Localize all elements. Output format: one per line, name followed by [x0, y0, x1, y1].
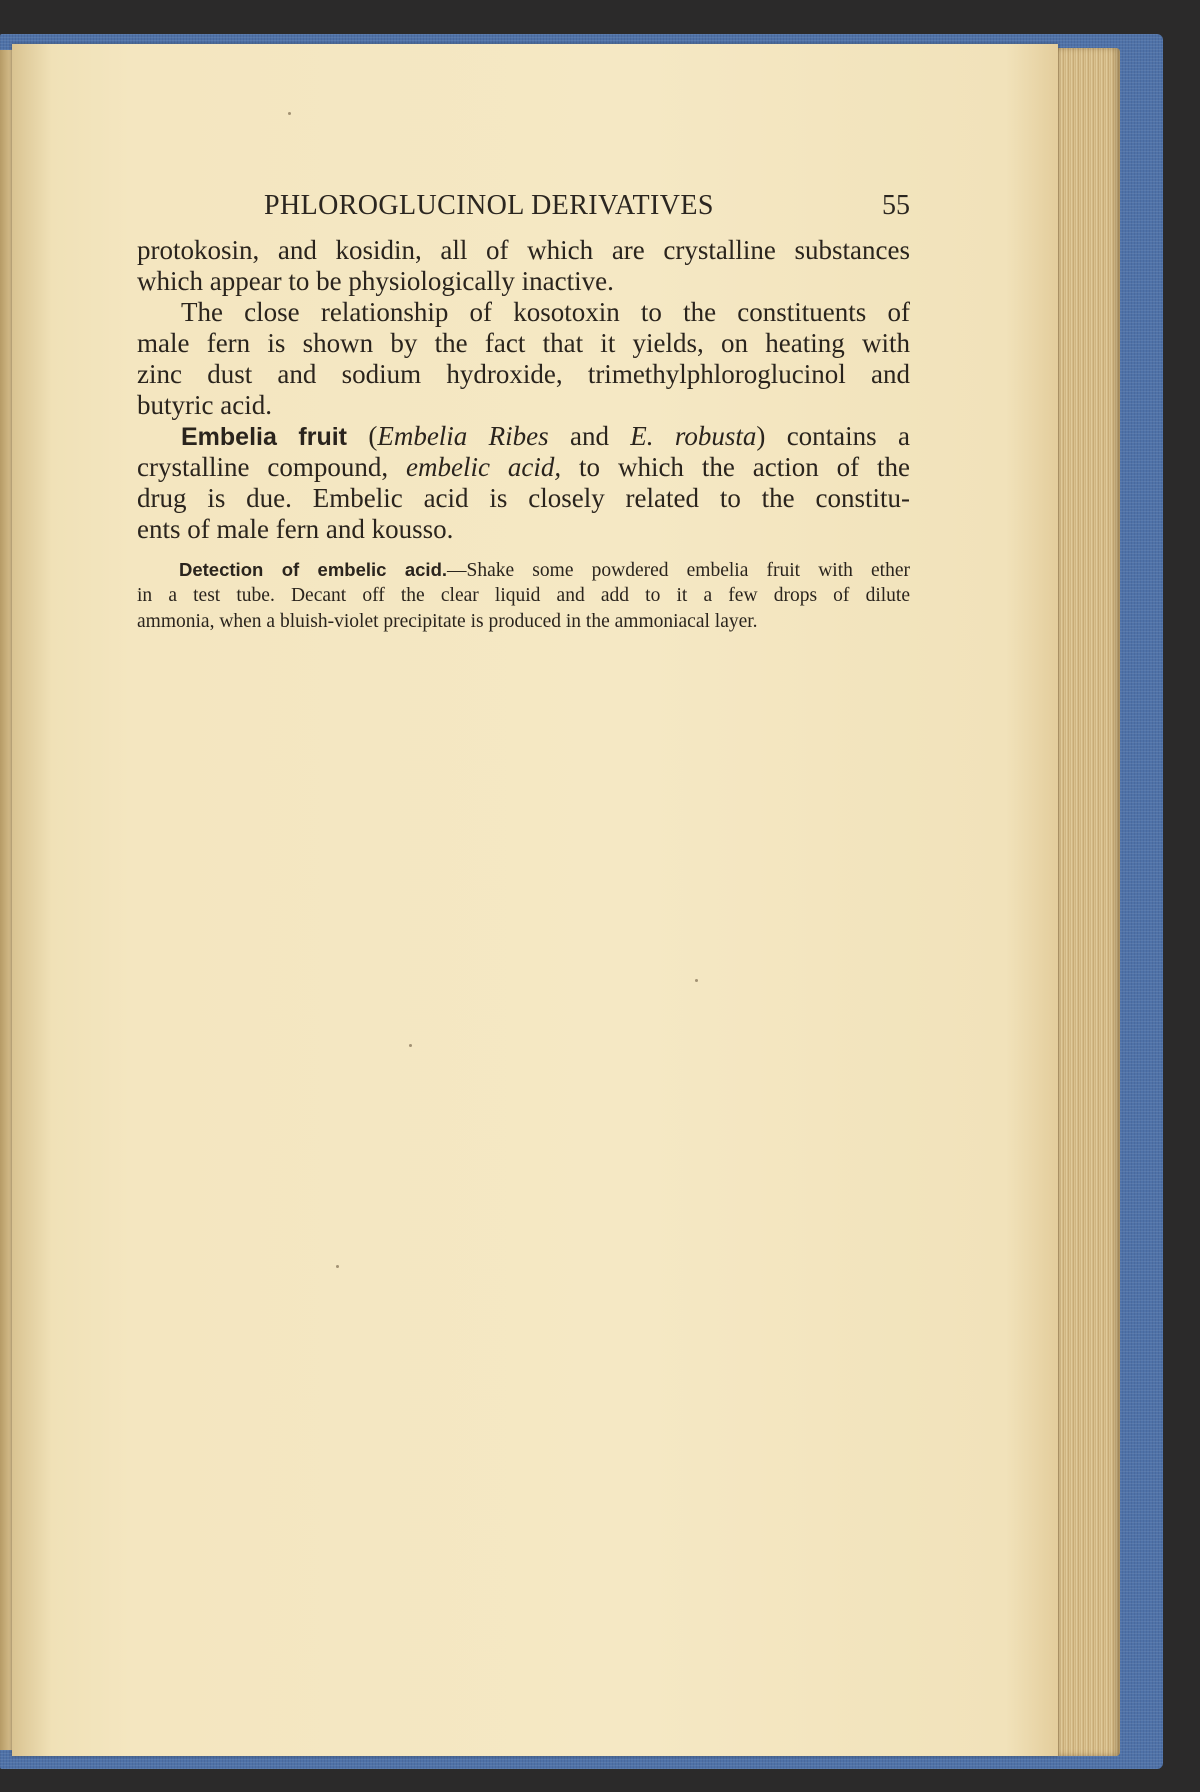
text-line: male fern is shown by the fact that it yields, on heating with [137, 328, 910, 358]
text-run: ( [347, 421, 378, 451]
text-run: ) contains a [756, 421, 910, 451]
italic-term: Embelia Ribes [377, 421, 549, 451]
paper-speck [288, 112, 291, 115]
text-line [137, 452, 910, 483]
text-line: which appear to be physiologically inactive. [137, 266, 614, 296]
text-line [137, 421, 910, 452]
text-line: butyric acid. [137, 390, 272, 420]
italic-term: embelic acid, [406, 452, 562, 482]
text-run: and [548, 421, 631, 451]
paper-speck [695, 979, 698, 982]
text-line: zinc dust and sodium hydroxide, trimethylphloroglucinol and [137, 359, 910, 389]
note-line [137, 557, 910, 583]
text-line: ents of male fern and kousso. [137, 514, 454, 544]
note-heading: Detection of embelic acid. [179, 559, 448, 580]
note-line: in a test tube. Decant off the clear liquid and add to it a few drops of dilute [137, 585, 910, 606]
page-header [264, 190, 910, 224]
section-heading: Embelia fruit [181, 423, 347, 451]
italic-term: E. robusta [630, 421, 757, 451]
running-head: PHLOROGLUCINOL DERIVATIVES [264, 190, 714, 221]
detection-note [137, 557, 910, 635]
previous-page-edge [0, 50, 12, 1750]
page-number: 55 [882, 190, 910, 221]
page-stack-edge [1050, 48, 1120, 1756]
text-line: The close relationship of kosotoxin to the constituents of [181, 297, 910, 327]
paper-speck [409, 1044, 412, 1047]
text-run: to which the action of the [561, 452, 910, 482]
main-text [137, 235, 910, 545]
text-run: —Shake some powdered embelia fruit with ether [447, 560, 910, 581]
text-line: protokosin, and kosidin, all of which are crystalline substances [137, 235, 910, 265]
note-line: ammonia, when a bluish-violet precipitate is produced in the ammoniacal layer. [137, 611, 758, 632]
text-line: drug is due. Embelic acid is closely related to the constitu- [137, 483, 910, 513]
paper-speck [336, 1265, 339, 1268]
text-run: crystalline compound, [137, 452, 407, 482]
